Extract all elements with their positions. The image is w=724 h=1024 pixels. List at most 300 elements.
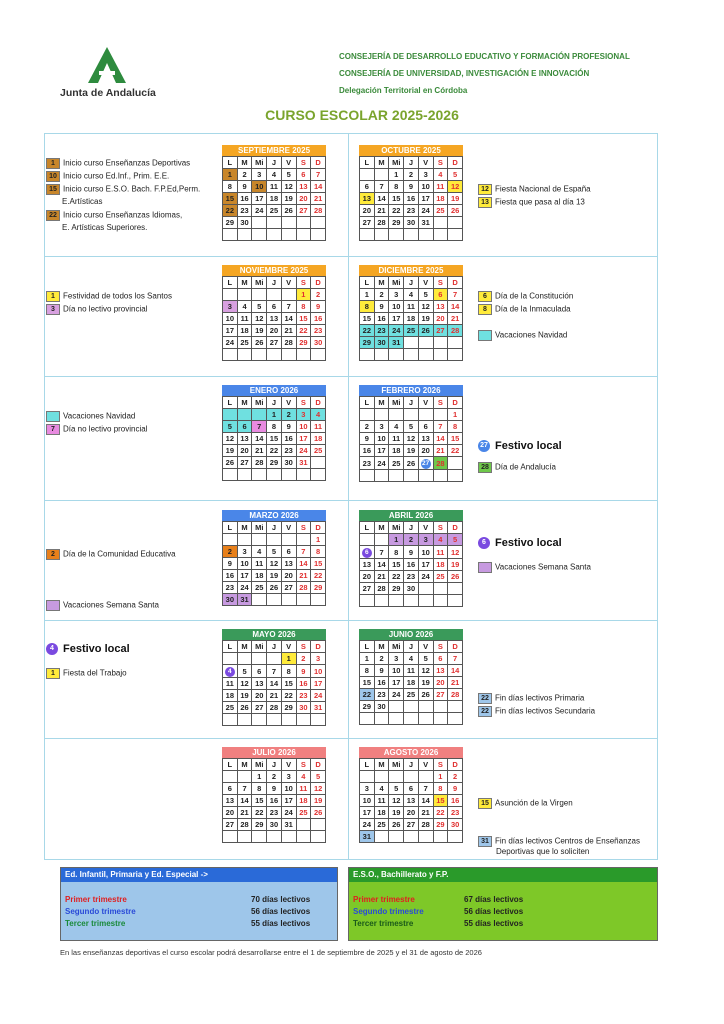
day-cell: 11 [433,181,448,193]
day-cell: 12 [404,433,419,445]
day-cell: 16 [296,678,311,690]
weekday-header: Mi [252,641,267,653]
empty-cell [311,831,326,843]
day-cell: 20 [360,205,375,217]
weekday-header: J [267,522,282,534]
empty-cell [389,409,404,421]
brand-name: Junta de Andalucía [60,87,156,99]
empty-cell [281,594,296,606]
day-cell: 9 [311,301,326,313]
day-cell: 23 [311,325,326,337]
day-cell: 28 [267,702,282,714]
day-cell: 1 [389,534,404,546]
weekday-header: Mi [252,157,267,169]
day-cell: 18 [237,325,252,337]
summary-row: Primer trimestre 67 días lectivos [353,895,524,904]
day-cell: 19 [404,445,419,457]
day-cell: 27 [267,337,282,349]
day-cell: 25 [267,205,282,217]
weekday-header: M [237,157,252,169]
day-cell: 10 [418,546,433,559]
empty-cell [448,457,463,470]
calendar-ago [359,747,463,843]
day-cell: 25 [374,819,389,831]
day-cell: 4 [433,169,448,181]
empty-cell [418,409,433,421]
month-header: ABRIL 2026 [359,510,463,521]
day-cell: 23 [237,205,252,217]
month-header: MARZO 2026 [222,510,326,521]
weekday-header: Mi [252,277,267,289]
day-cell: 12 [448,181,463,193]
day-cell: 23 [374,689,389,701]
day-cell: 19 [418,677,433,689]
weekday-header: J [267,157,282,169]
day-cell: 30 [267,819,282,831]
day-cell: 30 [281,457,296,469]
day-cell: 27 [404,819,419,831]
empty-cell [296,594,311,606]
empty-cell [360,595,375,607]
day-cell: 15 [296,313,311,325]
empty-cell [281,289,296,301]
weekday-header: D [311,522,326,534]
day-cell: 28 [433,457,448,470]
weekday-header: S [433,397,448,409]
day-cell: 24 [281,807,296,819]
weekday-header: J [404,397,419,409]
day-cell: 2 [404,169,419,181]
day-cell: 28 [374,217,389,229]
empty-cell [418,470,433,482]
day-cell: 8 [311,546,326,558]
empty-cell [267,831,282,843]
empty-cell [281,349,296,361]
day-cell: 31 [296,457,311,469]
day-cell: 6 [267,301,282,313]
row-divider [44,256,657,257]
empty-cell [433,229,448,241]
day-cell: 24 [296,445,311,457]
day-cell: 30 [404,217,419,229]
empty-cell [389,831,404,843]
day-cell: 7 [237,783,252,795]
day-cell: 1 [281,653,296,665]
day-cell: 9 [360,433,375,445]
day-cell: 8 [448,421,463,433]
day-cell: 6 [433,289,448,301]
day-cell: 7 [311,169,326,181]
empty-cell [448,583,463,595]
day-cell: 14 [418,795,433,807]
empty-cell [252,229,267,241]
empty-cell [404,771,419,783]
day-cell: 4 [404,289,419,301]
day-cell: 18 [296,795,311,807]
day-cell: 29 [281,702,296,714]
weekday-header: S [296,157,311,169]
legend-mar-2: 2 Día de la Comunidad Educativa [46,549,176,560]
empty-cell [374,470,389,482]
day-cell: 17 [311,678,326,690]
day-cell: 20 [404,807,419,819]
day-cell: 5 [223,421,238,433]
day-cell: 14 [448,301,463,313]
empty-cell [418,771,433,783]
day-cell: 25 [433,205,448,217]
day-cell: 14 [237,795,252,807]
day-cell: 18 [311,433,326,445]
day-cell: 27 [252,702,267,714]
day-cell: 14 [281,313,296,325]
day-cell: 7 [267,665,282,678]
day-cell: 26 [418,689,433,701]
day-cell: 2 [404,534,419,546]
calendar-nov [222,265,326,361]
day-cell: 13 [433,665,448,677]
empty-cell [404,470,419,482]
day-cell: 2 [296,653,311,665]
empty-cell [433,583,448,595]
day-cell: 9 [296,665,311,678]
empty-cell [252,653,267,665]
day-cell: 24 [237,582,252,594]
day-cell: 2 [311,289,326,301]
weekday-header: J [267,397,282,409]
day-cell: 12 [281,181,296,193]
day-cell: 17 [223,325,238,337]
summary-primaria [60,867,338,941]
weekday-header: L [360,157,375,169]
empty-cell [281,534,296,546]
day-cell: 20 [296,193,311,205]
day-cell: 11 [433,546,448,559]
day-cell: 5 [237,665,252,678]
calendar-jun [359,629,463,725]
weekday-header: L [223,277,238,289]
day-cell: 12 [267,558,282,570]
empty-cell [374,409,389,421]
day-cell: 6 [360,546,375,559]
empty-cell [433,595,448,607]
day-cell: 24 [418,571,433,583]
day-cell: 11 [252,558,267,570]
empty-cell [237,289,252,301]
empty-cell [418,337,433,349]
day-cell: 6 [418,421,433,433]
summary-row: Tercer trimestre 55 días lectivos [65,919,311,928]
empty-cell [404,337,419,349]
day-cell: 19 [448,193,463,205]
empty-cell [374,713,389,725]
day-cell: 3 [296,409,311,421]
empty-cell [237,409,252,421]
empty-cell [281,229,296,241]
day-cell: 26 [267,582,282,594]
day-cell: 22 [448,445,463,457]
weekday-header: V [281,759,296,771]
day-cell: 14 [448,665,463,677]
day-cell: 4 [267,169,282,181]
month-header: JUNIO 2026 [359,629,463,640]
day-cell: 11 [311,421,326,433]
empty-cell [374,831,389,843]
day-cell: 25 [404,689,419,701]
day-cell: 29 [433,819,448,831]
empty-cell [360,409,375,421]
day-cell: 15 [448,433,463,445]
day-cell: 23 [296,690,311,702]
day-cell: 10 [311,665,326,678]
day-cell: 16 [237,193,252,205]
day-cell: 20 [223,807,238,819]
day-cell: 15 [223,193,238,205]
day-cell: 18 [252,570,267,582]
day-cell: 1 [360,653,375,665]
day-cell: 6 [360,181,375,193]
day-cell: 7 [281,301,296,313]
empty-cell [267,714,282,726]
weekday-header: L [360,277,375,289]
day-cell: 3 [418,169,433,181]
day-cell: 21 [311,193,326,205]
day-cell: 19 [448,559,463,571]
day-cell: 12 [448,546,463,559]
day-cell: 6 [237,421,252,433]
day-cell: 27 [418,457,433,470]
day-cell: 27 [296,205,311,217]
legend-nov-3: 3 Día no lectivo provincial [46,304,147,315]
day-cell: 17 [252,193,267,205]
day-cell: 1 [223,169,238,181]
weekday-header: S [433,157,448,169]
day-cell: 27 [281,582,296,594]
weekday-header: J [404,277,419,289]
day-cell: 31 [311,702,326,714]
day-cell: 17 [418,559,433,571]
legend-nov-1: 1 Festividad de todos los Santos [46,291,172,302]
day-cell: 29 [296,337,311,349]
month-header: MAYO 2026 [222,629,326,640]
empty-cell [311,714,326,726]
day-cell: 17 [281,795,296,807]
empty-cell [404,409,419,421]
day-cell: 13 [281,558,296,570]
day-cell: 23 [404,571,419,583]
day-cell: 9 [404,181,419,193]
weekday-header: J [404,522,419,534]
day-cell: 1 [252,771,267,783]
empty-cell [267,217,282,229]
weekday-header: Mi [252,397,267,409]
day-cell: 13 [267,313,282,325]
day-cell: 4 [311,409,326,421]
empty-cell [433,217,448,229]
day-cell: 12 [418,301,433,313]
month-header: DICIEMBRE 2025 [359,265,463,276]
weekday-header: Mi [389,277,404,289]
day-cell: 16 [448,795,463,807]
weekday-header: M [237,397,252,409]
empty-cell [374,595,389,607]
empty-cell [223,831,238,843]
day-cell: 4 [404,653,419,665]
day-cell: 3 [418,534,433,546]
weekday-header: V [281,397,296,409]
day-cell: 8 [433,783,448,795]
summary-primaria-title: Ed. Infantil, Primaria y Ed. Especial -> [61,868,337,882]
day-cell: 28 [374,583,389,595]
empty-cell [296,819,311,831]
day-cell: 30 [448,819,463,831]
day-cell: 16 [311,313,326,325]
day-cell: 26 [311,807,326,819]
weekday-header: M [374,157,389,169]
weekday-header: L [360,397,375,409]
day-cell: 21 [267,690,282,702]
empty-cell [374,349,389,361]
calendar-sep [222,145,326,241]
empty-cell [433,831,448,843]
day-cell: 5 [418,289,433,301]
day-cell: 16 [223,570,238,582]
month-header: OCTUBRE 2025 [359,145,463,156]
day-cell: 7 [252,421,267,433]
empty-cell [360,169,375,181]
day-cell: 10 [389,665,404,677]
weekday-header: L [360,641,375,653]
day-cell: 20 [252,690,267,702]
day-cell: 30 [311,337,326,349]
weekday-header: L [223,157,238,169]
day-cell: 20 [433,313,448,325]
day-cell: 22 [389,205,404,217]
day-cell: 19 [267,570,282,582]
day-cell: 20 [237,445,252,457]
day-cell: 3 [360,783,375,795]
calendar-feb [359,385,463,482]
weekday-header: V [281,277,296,289]
day-cell: 27 [223,819,238,831]
empty-cell [252,349,267,361]
legend-oct-13: 13 Fiesta que pasa al día 13 [478,197,585,208]
consejeria-1: CONSEJERÍA DE DESARROLLO EDUCATIVO Y FORMACIÓN PROFESIONAL [339,52,630,61]
weekday-header: Mi [389,397,404,409]
weekday-header: V [418,277,433,289]
empty-cell [237,831,252,843]
day-cell: 30 [223,594,238,606]
empty-cell [223,289,238,301]
legend-dic-6: 6 Día de la Constitución [478,291,573,302]
day-cell: 30 [374,337,389,349]
day-cell: 26 [223,457,238,469]
day-cell: 29 [389,583,404,595]
summary-secundaria-title: E.S.O., Bachillerato y F.P. [349,868,657,882]
weekday-header: V [418,641,433,653]
day-cell: 18 [223,690,238,702]
weekday-header: J [267,641,282,653]
day-cell: 10 [418,181,433,193]
empty-cell [311,217,326,229]
day-cell: 28 [237,819,252,831]
weekday-header: J [267,277,282,289]
empty-cell [252,534,267,546]
day-cell: 26 [448,205,463,217]
day-cell: 21 [252,445,267,457]
day-cell: 9 [374,301,389,313]
day-cell: 7 [374,181,389,193]
day-cell: 19 [389,807,404,819]
weekday-header: M [374,759,389,771]
empty-cell [267,534,282,546]
day-cell: 11 [296,783,311,795]
day-cell: 13 [223,795,238,807]
empty-cell [448,349,463,361]
day-cell: 4 [237,301,252,313]
day-cell: 2 [448,771,463,783]
empty-cell [267,229,282,241]
day-cell: 13 [418,433,433,445]
empty-cell [418,831,433,843]
empty-cell [418,595,433,607]
empty-cell [389,701,404,713]
empty-cell [418,349,433,361]
weekday-header: D [448,641,463,653]
day-cell: 10 [389,301,404,313]
day-cell: 17 [374,445,389,457]
empty-cell [281,831,296,843]
day-cell: 2 [223,546,238,558]
day-cell: 6 [252,665,267,678]
day-cell: 17 [418,193,433,205]
weekday-header: V [418,759,433,771]
calendar-frame [44,133,658,860]
empty-cell [223,771,238,783]
empty-cell [360,349,375,361]
empty-cell [433,409,448,421]
empty-cell [418,701,433,713]
weekday-header: L [223,397,238,409]
legend-sep-10: 10 Inicio curso Ed.Inf., Prim. E.E. [46,171,169,182]
empty-cell [448,713,463,725]
day-cell: 21 [418,807,433,819]
day-cell: 2 [374,289,389,301]
empty-cell [389,470,404,482]
month-header: FEBRERO 2026 [359,385,463,396]
day-cell: 11 [389,433,404,445]
empty-cell [252,289,267,301]
day-cell: 7 [448,289,463,301]
day-cell: 10 [237,558,252,570]
empty-cell [448,595,463,607]
empty-cell [389,229,404,241]
weekday-header: M [237,522,252,534]
day-cell: 25 [433,571,448,583]
day-cell: 7 [374,546,389,559]
legend-oct-12: 12 Fiesta Nacional de España [478,184,591,195]
day-cell: 10 [374,433,389,445]
day-cell: 12 [418,665,433,677]
empty-cell [448,229,463,241]
calendar-may [222,629,326,726]
empty-cell [433,470,448,482]
empty-cell [296,831,311,843]
weekday-header: S [433,641,448,653]
day-cell: 10 [296,421,311,433]
legend-ago-31: 31 Fin días lectivos Centros de Enseñanzas [478,836,640,847]
day-cell: 28 [281,337,296,349]
day-cell: 1 [296,289,311,301]
